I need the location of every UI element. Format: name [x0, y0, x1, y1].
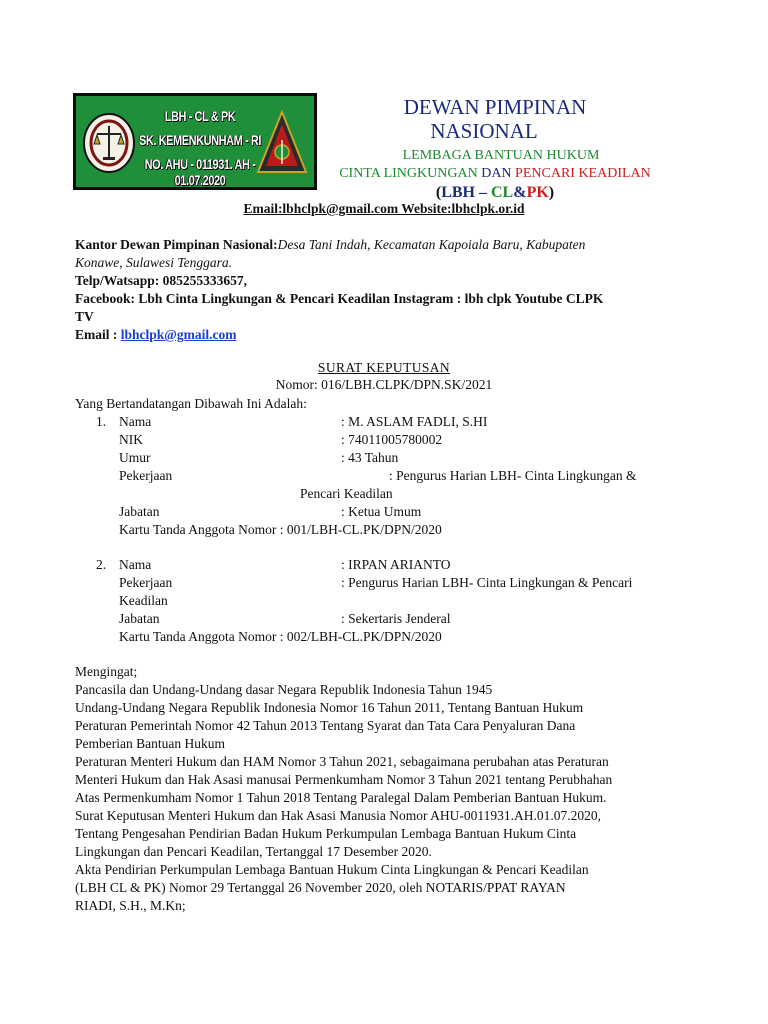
person-1-pekerjaan-value: : Pengurus Harian LBH- Cinta Lingkungan & — [389, 468, 637, 483]
letter-number: Nomor: 016/LBH.CLPK/DPN.SK/2021 — [275, 377, 493, 392]
organization-logo — [73, 93, 317, 190]
mengingat-line: Menteri Hukum dan Hak Asasi manusai Permenkumham Nomor 3 Tahun 2021 tentang Perubhahan — [75, 772, 613, 787]
office-address: Kantor Dewan Pimpinan Nasional:Desa Tani Indah, Kecamatan Kapoiala Baru, Kabupaten — [75, 237, 586, 252]
person-1-nik-label: NIK — [119, 432, 143, 447]
person-1-nama-value: : M. ASLAM FADLI, S.HI — [341, 414, 488, 429]
organization-header — [330, 95, 660, 203]
mengingat-line: RIADI, S.H., M.Kn; — [75, 898, 186, 913]
logo-text-line-1: LBH - CL & PK — [164, 108, 236, 124]
letter-title: SURAT KEPUTUSAN — [317, 360, 451, 375]
person-1-jabatan-value: : Ketua Umum — [341, 504, 422, 519]
mengingat-line: Peraturan Pemerintah Nomor 42 Tahun 2013 Tentang Syarat dan Tata Cara Penyaluran Dana — [75, 718, 576, 733]
mengingat-line: Pancasila dan Undang-Undang dasar Negara Republik Indonesia Tahun 1945 — [75, 682, 493, 697]
header-subtitle-1: LEMBAGA BANTUAN HUKUM — [402, 148, 600, 163]
person-2-number: 2. — [96, 557, 107, 572]
person-2-pekerjaan-value-cont: Keadilan — [119, 593, 168, 608]
telp-line: Telp/Watsapp: 085255333657, — [75, 273, 248, 288]
mengingat-line: Surat Keputusan Menteri Hukum dan Hak Asasi Manusia Nomor AHU-0011931.AH.01.07.2020, — [75, 808, 601, 823]
mengingat-line: Mengingat; — [75, 664, 138, 679]
header-subtitle-2: CINTA LINGKUNGAN DAN PENCARI KEADILAN — [339, 166, 651, 181]
mengingat-line: Atas Permenkumham Nomor 1 Tahun 2018 Tentang Paralegal Dalam Pemberian Bantuan Hukum. — [75, 790, 607, 805]
mengingat-line: Peraturan Menteri Hukum dan HAM Nomor 3 Tahun 2021, sebagaimana perubahan atas Peraturan — [75, 754, 609, 769]
scales-seal-icon — [82, 112, 136, 174]
office-address-block — [75, 236, 695, 344]
person-1-kta: Kartu Tanda Anggota Nomor : 001/LBH-CL.PK/DPN/2020 — [119, 522, 442, 537]
person-1-nik-value: : 74011005780002 — [341, 432, 443, 447]
person-2-pekerjaan-value: : Pengurus Harian LBH- Cinta Lingkungan & Pencari — [341, 575, 633, 590]
social-media-line: Facebook: Lbh Cinta Lingkungan & Pencari Keadilan Instagram : lbh clpk Youtube CLPK — [75, 291, 604, 306]
email-line: Email : lbhclpk@gmail.com — [75, 327, 237, 342]
letter-intro: Yang Bertandatangan Dibawah Ini Adalah: — [75, 396, 307, 411]
office-address-cont: Konawe, Sulawesi Tenggara. — [75, 255, 233, 270]
shield-emblem-icon — [256, 110, 308, 176]
mengingat-line: Akta Pendirian Perkumpulan Lembaga Bantuan Hukum Cinta Lingkungan & Pencari Keadilan — [75, 862, 589, 877]
social-media-line-cont: TV — [75, 309, 94, 324]
logo-text-line-3: NO. AHU - 011931. AH - 01.07.2020 — [144, 156, 256, 188]
header-abbreviation: (LBH – CL&PK) — [435, 184, 555, 201]
logo-text-line-2: SK. KEMENKUNHAM - RI — [138, 132, 262, 148]
person-1-umur-value: : 43 Tahun — [341, 450, 399, 465]
header-title-line-1: DEWAN PIMPINAN — [403, 95, 587, 119]
person-1-nama-label: Nama — [119, 414, 152, 429]
mengingat-line: Tentang Pengesahan Pendirian Badan Hukum Perkumpulan Lembaga Bantuan Hukum Cinta — [75, 826, 577, 841]
person-2-nama-label: Nama — [119, 557, 152, 572]
person-2-pekerjaan-label: Pekerjaan — [119, 575, 173, 590]
person-1-jabatan-label: Jabatan — [119, 504, 160, 519]
person-2-kta: Kartu Tanda Anggota Nomor : 002/LBH-CL.PK/DPN/2020 — [119, 629, 442, 644]
mengingat-line: Lingkungan dan Pencari Keadilan, Tertanggal 17 Desember 2020. — [75, 844, 432, 859]
mengingat-line: (LBH CL & PK) Nomor 29 Tertanggal 26 November 2020, oleh NOTARIS/PPAT RAYAN — [75, 880, 566, 895]
person-1-pekerjaan-label: Pekerjaan — [119, 468, 173, 483]
person-1-umur-label: Umur — [119, 450, 151, 465]
person-1-pekerjaan-value-cont: Pencari Keadilan — [300, 486, 393, 501]
email-website-line: Email:lbhclpk@gmail.com Website:lbhclpk.or.id — [243, 201, 525, 216]
person-2-jabatan-label: Jabatan — [119, 611, 160, 626]
person-1-number: 1. — [96, 414, 107, 429]
header-title-line-2: NASIONAL — [430, 119, 538, 143]
mengingat-line: Undang-Undang Negara Republik Indonesia Nomor 16 Tahun 2011, Tentang Bantuan Hukum — [75, 700, 584, 715]
person-2-jabatan-value: : Sekertaris Jenderal — [341, 611, 451, 626]
mengingat-line: Pemberian Bantuan Hukum — [75, 736, 225, 751]
email-link[interactable]: lbhclpk@gmail.com — [120, 327, 237, 342]
person-2-nama-value: : IRPAN ARIANTO — [341, 557, 451, 572]
